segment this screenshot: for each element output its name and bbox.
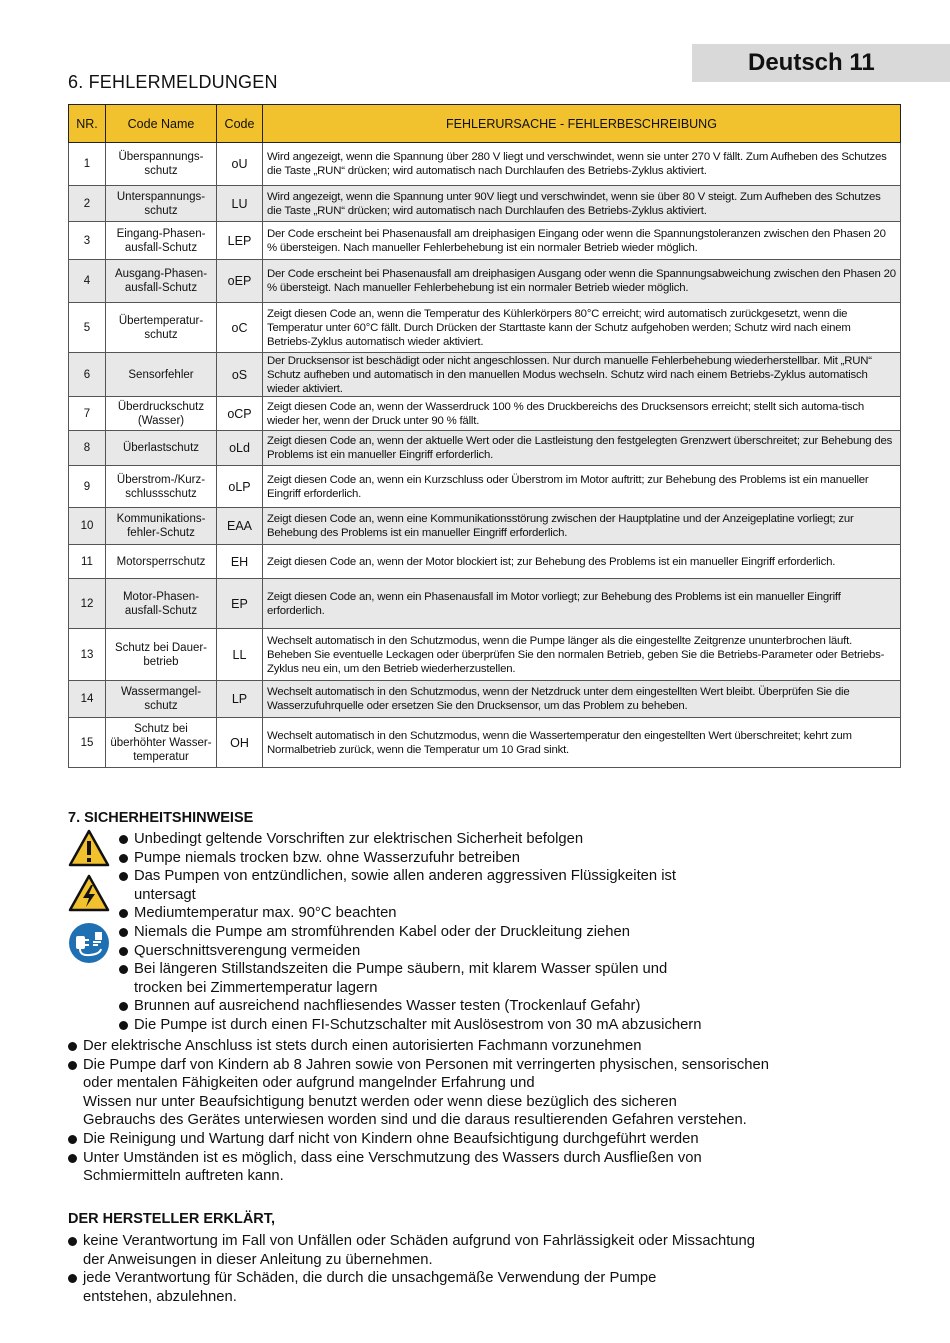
row-code-name: Sensorfehler (106, 353, 217, 397)
list-item-text: Niemals die Pumpe am stromführenden Kabel oder der Druckleitung ziehen (134, 923, 630, 940)
list-item (68, 1130, 838, 1149)
list-item-text: Unbedingt geltende Vorschriften zur elektrischen Sicherheit befolgen (134, 831, 584, 847)
row-code: oCP (217, 397, 263, 431)
row-code: EP (217, 579, 263, 629)
bullet-icon (119, 872, 128, 881)
bullet-icon (68, 1135, 77, 1144)
bullet-icon (119, 965, 128, 974)
row-nr: 10 (69, 508, 106, 545)
table-row (69, 303, 901, 353)
row-description: Zeigt diesen Code an, wenn der aktuelle Wert oder die Lastleistung den festgelegten Grenzwert überschreitet; zur Behebung des Problems ist ein manueller Eingriff erforderlich. (263, 431, 901, 466)
row-code-name: Unterspannungs- schutz (106, 186, 217, 222)
list-item (68, 1056, 838, 1130)
row-code: oS (217, 353, 263, 397)
list-item (119, 942, 819, 961)
list-item (119, 960, 819, 997)
bullet-icon (68, 1237, 77, 1246)
row-nr: 9 (69, 466, 106, 508)
list-item-text: Die Pumpe ist durch einen FI-Schutzschalter mit Auslösestrom von 30 mA abzusichern (134, 1016, 702, 1033)
list-item-text: Unter Umständen ist es möglich, dass eine Verschmutzung des Wassers durch Ausfließen von Schmiermitteln auftreten kann. (83, 1149, 702, 1185)
row-description: Der Code erscheint bei Phasenausfall am dreiphasigen Eingang oder wenn die Spannungstoleranzen zwischen den Phasen 20 % übersteigen. Nach manueller Fehlerbehebung ist ein normaler Betrieb wieder möglich. (263, 222, 901, 260)
row-description: Zeigt diesen Code an, wenn ein Kurzschluss oder Überstrom im Motor auftritt; zur Behebung des Problems ist ein manueller Eingriff erforderlich. (263, 466, 901, 508)
table-row (69, 353, 901, 397)
electrical-hazard-icon (68, 874, 110, 912)
row-nr: 2 (69, 186, 106, 222)
page-label: Deutsch 11 (748, 49, 875, 76)
row-code-name: Kommunikations- fehler-Schutz (106, 508, 217, 545)
bullet-icon (119, 909, 128, 918)
col-header-nr: NR. (69, 105, 106, 143)
table-row (69, 260, 901, 303)
row-code: oU (217, 143, 263, 186)
section-7-title: 7. SICHERHEITSHINWEISE (68, 810, 254, 826)
row-code-name: Motorsperrschutz (106, 545, 217, 579)
table-row (69, 579, 901, 629)
row-nr: 8 (69, 431, 106, 466)
row-nr: 5 (69, 303, 106, 353)
row-nr: 15 (69, 718, 106, 768)
bullet-icon (68, 1274, 77, 1283)
list-item (119, 830, 819, 849)
row-nr: 1 (69, 143, 106, 186)
table-row (69, 222, 901, 260)
row-nr: 14 (69, 681, 106, 718)
table-row (69, 466, 901, 508)
row-code-name: Eingang-Phasen- ausfall-Schutz (106, 222, 217, 260)
list-item (68, 1232, 848, 1269)
col-header-name: Code Name (106, 105, 217, 143)
bullet-icon (119, 1021, 128, 1030)
row-code: LP (217, 681, 263, 718)
list-item-text: Querschnittsverengung vermeiden (134, 942, 361, 959)
row-code: OH (217, 718, 263, 768)
list-item-text: Die Pumpe darf von Kindern ab 8 Jahren sowie von Personen mit verringerten physischen, sensorischen oder mentalen Fähigkeiten oder aufgrund mangelnder Erfahrung und Wissen nur unter Beaufsichtigung benutzt werden oder wenn diese bezüglich des sicheren Gebrauchs des Gerätes unterwiesen worden sind und die daraus resultierenden Gefahren verstehen. (83, 1056, 769, 1129)
bullet-icon (68, 1154, 77, 1163)
list-item (68, 1269, 848, 1306)
row-description: Wird angezeigt, wenn die Spannung über 280 V liegt und verschwindet, wenn sie unter 270 V fällt. Zum Aufheben des Schutzes die Taste „RUN“ drücken; wird automatisch nach Durchlaufen des Betriebs-Zyklus aktiviert. (263, 143, 901, 186)
table-row (69, 681, 901, 718)
row-code: LL (217, 629, 263, 681)
list-item (119, 904, 819, 923)
row-description: Wechselt automatisch in den Schutzmodus, wenn die Wassertemperatur den eingestellten Wert überschreitet; kehrt zum Normalbetrieb zurück, wenn die Temperatur um 10 Grad sinkt. (263, 718, 901, 768)
table-row (69, 718, 901, 768)
section-6-title: 6. FEHLERMELDUNGEN (68, 72, 278, 92)
table-row (69, 186, 901, 222)
list-item-text: Das Pumpen von entzündlichen, sowie allen anderen aggressiven Flüssigkeiten ist untersagt (134, 868, 677, 903)
row-code: EAA (217, 508, 263, 545)
row-description: Zeigt diesen Code an, wenn der Motor blockiert ist; zur Behebung des Problems ist ein manueller Eingriff erforderlich. (263, 545, 901, 579)
list-item (68, 1037, 838, 1056)
row-code-name: Wassermangel- schutz (106, 681, 217, 718)
row-code: oC (217, 303, 263, 353)
list-item-text: jede Verantwortung für Schäden, die durch die unsachgemäße Verwendung der Pumpe entstehen, abzulehnen. (83, 1270, 657, 1305)
row-code: oEP (217, 260, 263, 303)
row-code: LEP (217, 222, 263, 260)
row-nr: 7 (69, 397, 106, 431)
list-item (119, 849, 819, 868)
manufacturer-list (68, 1232, 848, 1306)
list-item (119, 867, 819, 904)
row-description: Der Code erscheint bei Phasenausfall am dreiphasigen Ausgang oder wenn die Spannungsabweichung zwischen den Phasen 20 % übersteigt. Nach manueller Fehlerbehebung ist ein normaler Betrieb wieder möglich. (263, 260, 901, 303)
row-description: Zeigt diesen Code an, wenn die Temperatur des Kühlerkörpers 80°C erreicht; wird automatisch zurückgesetzt, wenn die Temperatur unter 60°C fällt. Durch Drücken der Starttaste kann der Schutz aufgehoben werden; Schutz wird nach einem Betriebs-Zyklus automatisch wieder aktiviert. (263, 303, 901, 353)
col-header-code: Code (217, 105, 263, 143)
unplug-before-maintenance-icon (68, 922, 110, 964)
manufacturer-title: DER HERSTELLER ERKLÄRT, (68, 1211, 276, 1227)
row-code: oLP (217, 466, 263, 508)
list-item (119, 923, 819, 942)
row-code-name: Überspannungs- schutz (106, 143, 217, 186)
error-code-table (68, 104, 901, 768)
row-code: oLd (217, 431, 263, 466)
row-code-name: Überstrom-/Kurz- schlussschutz (106, 466, 217, 508)
warning-triangle-icon (68, 829, 110, 867)
safety-icon-list (119, 830, 819, 1035)
bullet-icon (119, 854, 128, 863)
list-item-text: Die Reinigung und Wartung darf nicht von Kindern ohne Beaufsichtigung durchgeführt werden (83, 1130, 699, 1147)
table-row (69, 431, 901, 466)
bullet-icon (119, 928, 128, 937)
table-row (69, 629, 901, 681)
bullet-icon (119, 1002, 128, 1011)
list-item-text: keine Verantwortung im Fall von Unfällen oder Schäden aufgrund von Fahrlässigkeit oder Missachtung der Anweisungen in dieser Anleitung zu übernehmen. (83, 1233, 755, 1268)
row-code: EH (217, 545, 263, 579)
bullet-icon (119, 835, 128, 844)
table-row (69, 508, 901, 545)
row-code: LU (217, 186, 263, 222)
list-item (119, 997, 819, 1016)
list-item (68, 1149, 838, 1186)
list-item-text: Bei längeren Stillstandszeiten die Pumpe säubern, mit klarem Wasser spülen und trocken bei Zimmertemperatur lagern (134, 961, 668, 996)
bullet-icon (68, 1042, 77, 1051)
row-nr: 11 (69, 545, 106, 579)
row-description: Der Drucksensor ist beschädigt oder nicht angeschlossen. Nur durch manuelle Fehlerbehebung wiederherstellbar. Mit „RUN“ Schutz aufheben und automatisch in den manuellen Modus wechseln. Schutz wird nach einem Betriebs-Zyklus automatisch wieder aktiviert. (263, 353, 901, 397)
safety-general-list (68, 1037, 838, 1186)
row-code-name: Ausgang-Phasen- ausfall-Schutz (106, 260, 217, 303)
row-code-name: Motor-Phasen- ausfall-Schutz (106, 579, 217, 629)
list-item-text: Pumpe niemals trocken bzw. ohne Wasserzufuhr betreiben (134, 849, 521, 866)
list-item-text: Brunnen auf ausreichend nachfliesendes Wasser testen (Trockenlauf Gefahr) (134, 998, 641, 1015)
row-nr: 12 (69, 579, 106, 629)
list-item (119, 1016, 819, 1035)
row-description: Wechselt automatisch in den Schutzmodus, wenn der Netzdruck unter dem eingestellten Wert bleibt. Überprüfen Sie die Wasserzufuhrquelle oder ersetzen Sie den Drucksensor, um das Problem zu beheben. (263, 681, 901, 718)
row-description: Wird angezeigt, wenn die Spannung unter 90V liegt und verschwindet, wenn sie über 80 V steigt. Zum Aufheben des Schutzes die Taste „RUN“ drücken; wird automatisch nach Durchlaufen des Betriebs-Zyklus aktiviert. (263, 186, 901, 222)
table-row (69, 397, 901, 431)
list-item-text: Der elektrische Anschluss ist stets durch einen autorisierten Fachmann vorzunehmen (83, 1038, 642, 1054)
table-row (69, 545, 901, 579)
bullet-icon (119, 947, 128, 956)
list-item-text: Mediumtemperatur max. 90°C beachten (134, 905, 397, 922)
row-code-name: Schutz bei Dauer- betrieb (106, 629, 217, 681)
table-row (69, 143, 901, 186)
row-nr: 4 (69, 260, 106, 303)
row-nr: 13 (69, 629, 106, 681)
table-header-row (69, 105, 901, 143)
row-nr: 6 (69, 353, 106, 397)
row-description: Zeigt diesen Code an, wenn der Wasserdruck 100 % des Druckbereichs des Drucksensors erreicht; stellt sich automa-tisch wieder her, wenn der Druck unter 90 % fällt. (263, 397, 901, 431)
col-header-desc: FEHLERURSACHE - FEHLERBESCHREIBUNG (263, 105, 901, 143)
row-description: Wechselt automatisch in den Schutzmodus, wenn die Pumpe länger als die eingestellte Zeitgrenze ununterbrochen läuft. Beheben Sie eventuelle Leckagen oder überprüfen Sie den normalen Betrieb, geben Sie die Betriebs-Parameter oder Betriebs-Zyklus neu ein, um den Betrieb wiederherzustellen. (263, 629, 901, 681)
row-code-name: Überdruckschutz (Wasser) (106, 397, 217, 431)
row-description: Zeigt diesen Code an, wenn ein Phasenausfall im Motor vorliegt; zur Behebung des Problems ist ein manueller Eingriff erforderlich. (263, 579, 901, 629)
row-code-name: Schutz bei überhöhter Wasser- temperatur (106, 718, 217, 768)
bullet-icon (68, 1061, 77, 1070)
page-label-tab (692, 44, 950, 82)
row-code-name: Überlastschutz (106, 431, 217, 466)
row-code-name: Übertemperatur- schutz (106, 303, 217, 353)
row-nr: 3 (69, 222, 106, 260)
row-description: Zeigt diesen Code an, wenn eine Kommunikationsstörung zwischen der Hauptplatine und der Anzeigeplatine vorliegt; zur Behebung des Problems ist ein manueller Eingriff erforderlich. (263, 508, 901, 545)
